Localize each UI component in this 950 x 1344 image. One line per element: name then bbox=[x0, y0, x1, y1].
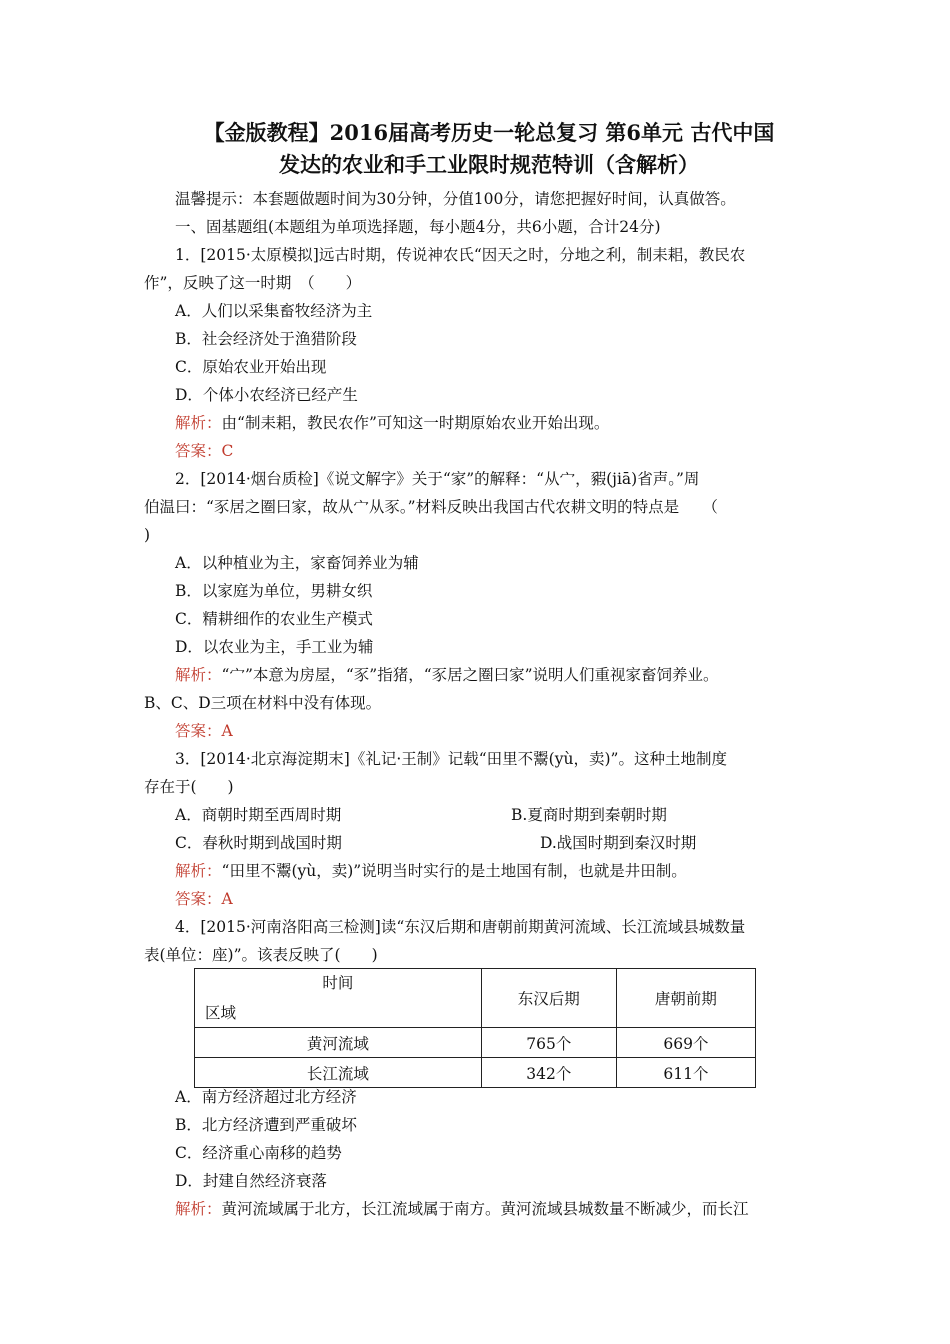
header-col-tang: 唐朝前期 bbox=[616, 969, 755, 1028]
q3-option-c: C．春秋时期到战国时期 bbox=[175, 834, 342, 852]
row-value-2: 669个 bbox=[616, 1028, 755, 1058]
header-col-donghan: 东汉后期 bbox=[481, 969, 616, 1028]
q4-option-d: D．封建自然经济衰落 bbox=[175, 1172, 327, 1190]
q2-option-a: A．以种植业为主，家畜饲养业为辅 bbox=[175, 554, 419, 572]
row-value-1: 765个 bbox=[481, 1028, 616, 1058]
q3-stem-cont: 存在于( ) bbox=[144, 778, 234, 796]
header-area-label: 区域 bbox=[205, 1004, 237, 1022]
analysis-text: 由“制耒耜，教民农作”可知这一时期原始农业开始出现。 bbox=[221, 414, 610, 432]
q2-analysis bbox=[175, 665, 825, 685]
q1-option-c: C．原始农业开始出现 bbox=[175, 358, 327, 376]
row-value-1: 342个 bbox=[481, 1058, 616, 1088]
q3-option-d: D.战国时期到秦汉时期 bbox=[540, 834, 697, 852]
row-area: 黄河流域 bbox=[195, 1028, 482, 1058]
q4-option-b: B．北方经济遭到严重破坏 bbox=[175, 1116, 357, 1134]
q3-analysis bbox=[175, 861, 825, 881]
q1-stem: 1．[2015·太原模拟]远古时期，传说神农氏“因天之时，分地之利，制耒耜，教民农 bbox=[175, 246, 746, 264]
q3-option-a: A．商朝时期至西周时期 bbox=[175, 806, 342, 824]
q1-option-d: D．个体小农经济已经产生 bbox=[175, 386, 358, 404]
q4-option-a: A．南方经济超过北方经济 bbox=[175, 1088, 357, 1106]
q2-answer: 答案：A bbox=[175, 722, 233, 740]
q1-option-b: B．社会经济处于渔猎阶段 bbox=[175, 330, 357, 348]
q2-stem-cont2: ) bbox=[144, 526, 151, 544]
q4-stem-cont: 表(单位：座)”。该表反映了( ) bbox=[144, 946, 378, 964]
q4-analysis bbox=[175, 1199, 825, 1219]
table-row bbox=[195, 1028, 756, 1058]
q4-option-c: C．经济重心南移的趋势 bbox=[175, 1144, 342, 1162]
analysis-text: 黄河流域属于北方，长江流域属于南方。黄河流域县城数量不断减少，而长江 bbox=[221, 1200, 749, 1218]
q3-answer: 答案：A bbox=[175, 890, 233, 908]
analysis-text: “宀”本意为房屋，“豕”指猪，“豕居之圈曰家”说明人们重视家畜饲养业。 bbox=[221, 666, 719, 684]
analysis-label: 解析： bbox=[175, 666, 222, 684]
table-row bbox=[195, 1058, 756, 1088]
header-time-label: 时间 bbox=[322, 974, 354, 992]
q4-stem: 4．[2015·河南洛阳高三检测]读“东汉后期和唐朝前期黄河流域、长江流域县城数量 bbox=[175, 918, 746, 936]
q2-option-b: B．以家庭为单位，男耕女织 bbox=[175, 582, 373, 600]
table-header-diagonal-cell bbox=[195, 969, 482, 1028]
q3-stem: 3．[2014·北京海淀期末]《礼记·王制》记载“田里不鬻(yù，卖)”。这种土地制度 bbox=[175, 750, 727, 768]
county-count-table bbox=[194, 968, 756, 1088]
doc-title-line1: 【金版教程】2016届高考历史一轮总复习 第6单元 古代中国 bbox=[203, 120, 775, 145]
analysis-text: “田里不鬻(yù，卖)”说明当时实行的是土地国有制，也就是井田制。 bbox=[221, 862, 687, 880]
section-heading: 一、固基题组(本题组为单项选择题，每小题4分，共6小题，合计24分) bbox=[175, 218, 661, 236]
q2-analysis-cont: B、C、D三项在材料中没有体现。 bbox=[144, 694, 382, 712]
analysis-label: 解析： bbox=[175, 1200, 222, 1218]
q2-option-d: D．以农业为主，手工业为辅 bbox=[175, 638, 374, 656]
q1-option-a: A．人们以采集畜牧经济为主 bbox=[175, 302, 373, 320]
doc-title-line2: 发达的农业和手工业限时规范特训（含解析） bbox=[279, 152, 699, 177]
q1-analysis bbox=[175, 413, 825, 433]
q3-option-b: B.夏商时期到秦朝时期 bbox=[511, 806, 667, 824]
q1-stem-cont: 作”，反映了这一时期 （ ） bbox=[144, 274, 362, 292]
q2-stem-cont: 伯温曰：“豕居之圈曰家，故从宀从豕。”材料反映出我国古代农耕文明的特点是 （ bbox=[144, 498, 718, 516]
q1-answer: 答案：C bbox=[175, 442, 234, 460]
analysis-label: 解析： bbox=[175, 414, 222, 432]
q2-option-c: C．精耕细作的农业生产模式 bbox=[175, 610, 373, 628]
q2-stem: 2．[2014·烟台质检]《说文解字》关于“家”的解释：“从宀，豭(jiā)省声。”周 bbox=[175, 470, 700, 488]
tip-text: 温馨提示：本套题做题时间为30分钟，分值100分，请您把握好时间，认真做答。 bbox=[175, 190, 736, 208]
row-value-2: 611个 bbox=[616, 1058, 755, 1088]
row-area: 长江流域 bbox=[195, 1058, 482, 1088]
analysis-label: 解析： bbox=[175, 862, 222, 880]
